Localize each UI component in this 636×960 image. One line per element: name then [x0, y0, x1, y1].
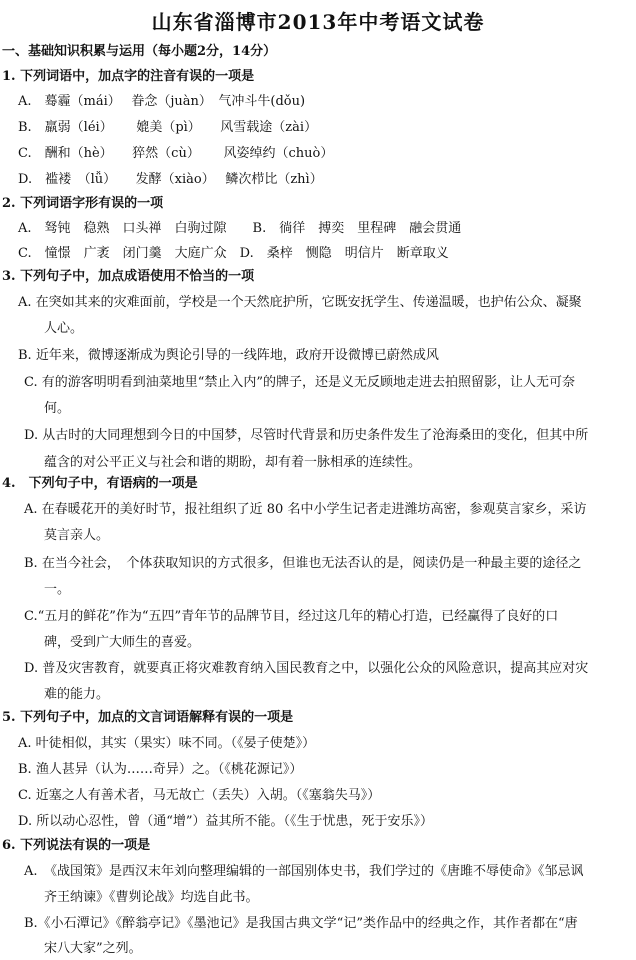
question-5-option-a: A. 叶徒相似，其实（果实）味不同。（《晏子使楚》） — [18, 736, 316, 751]
question-4-option-d-line2: 难的能力。 — [44, 687, 110, 702]
question-2-options-cd: C. 憧憬 广袤 闭门羹 大庭广众 D. 桑梓 恻隐 明信片 断章取义 — [18, 246, 449, 261]
question-1-option-a: A. 蓦霾（mái） 眷念（juàn） 气冲斗牛(dǒu) — [18, 94, 306, 109]
question-3-option-a-line1: A. 在突如其来的灾难面前，学校是一个天然庇护所，它既安抚学生、传递温暖，也护佑公众、凝聚 — [18, 295, 582, 310]
question-2-options-ab: A. 驽钝 稳熟 口头禅 白驹过隙 B. 徜徉 搏奕 里程碑 融会贯通 — [18, 221, 462, 236]
question-4-option-b-line1: B. 在当今社会， 个体获取知识的方式很多，但谁也无法否认的是，阅读仍是一种最主要的途径之 — [24, 556, 582, 571]
section-heading: 一、基础知识积累与运用（每小题2分，14分） — [2, 44, 277, 59]
question-2-stem: 2. 下列词语字形有误的一项 — [2, 196, 164, 211]
question-6-option-b-line2: 宋八大家”之列。 — [44, 941, 142, 956]
question-3-option-d-line1: D. 从古时的大同理想到今日的中国梦，尽管时代背景和历史条件发生了沧海桑田的变化，但其中所 — [24, 428, 589, 443]
question-5-option-b: B. 渔人甚异（认为……奇异）之。（《桃花源记》） — [18, 762, 303, 777]
question-6-option-a-line1: A. 《战国策》是西汉末年刘向整理编辑的一部国别体史书，我们学过的《唐雎不辱使命》《邹忌讽 — [24, 864, 584, 879]
question-4-option-b-line2: 一。 — [44, 582, 71, 597]
question-4-option-c-line1: C.“五月的鲜花”作为“五四”青年节的品牌节目，经过这几年的精心打造，已经赢得了良好的口 — [24, 609, 559, 624]
question-4-stem: 4. 下列句子中，有语病的一项是 — [2, 476, 198, 491]
question-1-option-b: B. 羸弱（léi） 媲美（pì） 风雪载途（zài） — [18, 120, 318, 135]
question-6-stem: 6. 下列说法有误的一项是 — [2, 838, 151, 853]
question-3-option-c-line1: C. 有的游客明明看到油菜地里“禁止入内”的牌子，还是义无反顾地走进去拍照留影，让人无可奈 — [24, 375, 576, 390]
question-4-option-c-line2: 碑，受到广大师生的喜爱。 — [44, 635, 201, 650]
question-5-option-c: C. 近塞之人有善术者，马无故亡（丢失）入胡。（《塞翁失马》） — [18, 788, 381, 803]
question-6-option-b-line1: B.《小石潭记》《醉翁亭记》《墨池记》是我国古典文学“记”类作品中的经典之作，其作者都在“唐 — [24, 916, 578, 931]
question-4-option-d-line1: D. 普及灾害教育，就要真正将灾难教育纳入国民教育之中，以强化公众的风险意识，提高其应对灾 — [24, 661, 589, 676]
question-3-option-a-line2: 人心。 — [44, 321, 84, 336]
question-1-stem: 1. 下列词语中，加点字的注音有误的一项是 — [2, 69, 255, 84]
question-1-option-c: C. 酬和（hè） 猝然（cù） 风姿绰约（chuò） — [18, 146, 334, 161]
question-5-stem: 5. 下列句子中，加点的文言词语解释有误的一项是 — [2, 710, 294, 725]
question-3-option-b: B. 近年来，微博逐渐成为舆论引导的一线阵地，政府开设微博已蔚然成风 — [18, 348, 439, 363]
question-6-option-a-line2: 齐王纳谏》《曹刿论战》均选自此书。 — [44, 890, 259, 905]
question-5-option-d: D. 所以动心忍性，曾（通“增”）益其所不能。（《生于忧患，死于安乐》） — [18, 814, 434, 829]
question-4-option-a-line2: 莫言亲人。 — [44, 528, 110, 543]
question-3-option-c-line2: 何。 — [44, 401, 71, 416]
question-4-option-a-line1: A. 在春暖花开的美好时节，报社组织了近 80 名中小学生记者走进潍坊高密，参观莫言家乡，采访 — [24, 502, 587, 517]
exam-title: 山东省淄博市2013年中考语文试卷 — [151, 10, 485, 34]
question-3-stem: 3. 下列句子中，加点成语使用不恰当的一项 — [2, 269, 255, 284]
question-1-option-d: D. 褴褛 （lǚ） 发酵（xiào） 鳞次栉比（zhì） — [18, 172, 323, 187]
question-3-option-d-line2: 蕴含的对公平正义与社会和谐的期盼，却有着一脉相承的连续性。 — [44, 455, 422, 470]
